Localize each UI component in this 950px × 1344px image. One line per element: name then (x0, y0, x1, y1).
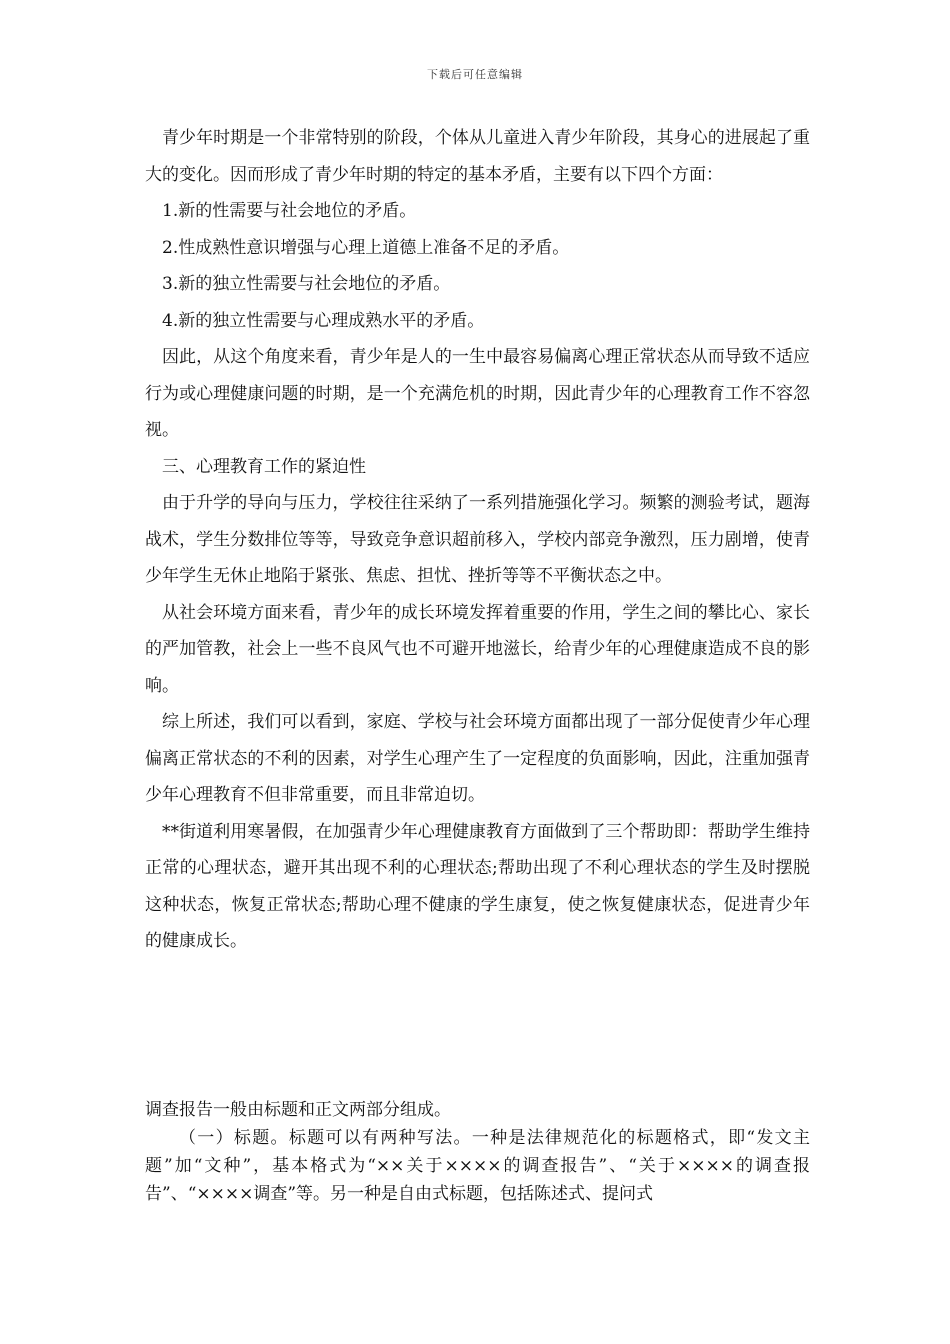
list-item-2: 2.性成熟性意识增强与心理上道德上准备不足的矛盾。 (162, 237, 570, 258)
report-section (145, 1096, 810, 1208)
list-item-1: 1.新的性需要与社会地位的矛盾。 (162, 201, 417, 221)
paragraph-intro: 青少年时期是一个非常特别的阶段，个体从儿童进入青少年阶段，其身心的进展起了重大的变化。因而形成了青少年时期的特定的基本矛盾，主要有以下四个方面： (145, 128, 810, 185)
paragraph-school-pressure: 由于升学的导向与压力，学校往往采纳了一系列措施强化学习。频繁的测验考试，题海战术，学生分数排位等等，导致竞争意识超前移入，学校内部竞争激烈，压力剧增，使青少年学生无休止地陷于紧张、焦虑、担忧、挫折等等不平衡状态之中。 (145, 493, 810, 586)
paragraph-conclusion-risk: 因此，从这个角度来看，青少年是人的一生中最容易偏离心理正常状态从而导致不适应行为或心理健康问题的时期，是一个充满危机的时期，因此青少年的心理教育工作不容忽视。 (145, 347, 810, 440)
paragraph-social-environment: 从社会环境方面来看，青少年的成长环境发挥着重要的作用，学生之间的攀比心、家长的严加管教，社会上一些不良风气也不可避开地滋长，给青少年的心理健康造成不良的影响。 (145, 602, 810, 696)
paragraph-summary: 综上所述，我们可以看到，家庭、学校与社会环境方面都出现了一部分促使青少年心理偏离正常状态的不利的因素，对学生心理产生了一定程度的负面影响，因此，注重加强青少年心理教育不但非常重要，而且非常迫切。 (145, 712, 810, 805)
document-body (145, 120, 810, 960)
page-header: 下载后可任意编辑 (427, 68, 523, 81)
report-intro: 调查报告一般由标题和正文两部分组成。 (145, 1100, 451, 1120)
report-title-format: （一）标题。标题可以有两种写法。一种是法律规范化的标题格式，即“发文主题”加“文种”，基本格式为“××关于××××的调查报告”、“关于××××的调查报告”、“××××调查”等。另一种是自由式标题，包括陈述式、提问式 (145, 1128, 810, 1204)
list-item-4: 4.新的独立性需要与心理成熟水平的矛盾。 (162, 310, 485, 331)
section-heading-urgency: 三、心理教育工作的紧迫性 (162, 456, 366, 477)
list-item-3: 3.新的独立性需要与社会地位的矛盾。 (162, 274, 451, 294)
paragraph-street-measures: **街道利用寒暑假，在加强青少年心理健康教育方面做到了三个帮助即：帮助学生维持正常的心理状态，避开其出现不利的心理状态;帮助出现了不利心理状态的学生及时摆脱这种状态，恢复正常状态;帮助心理不健康的学生康复，使之恢复健康状态，促进青少年的健康成长。 (145, 821, 810, 951)
